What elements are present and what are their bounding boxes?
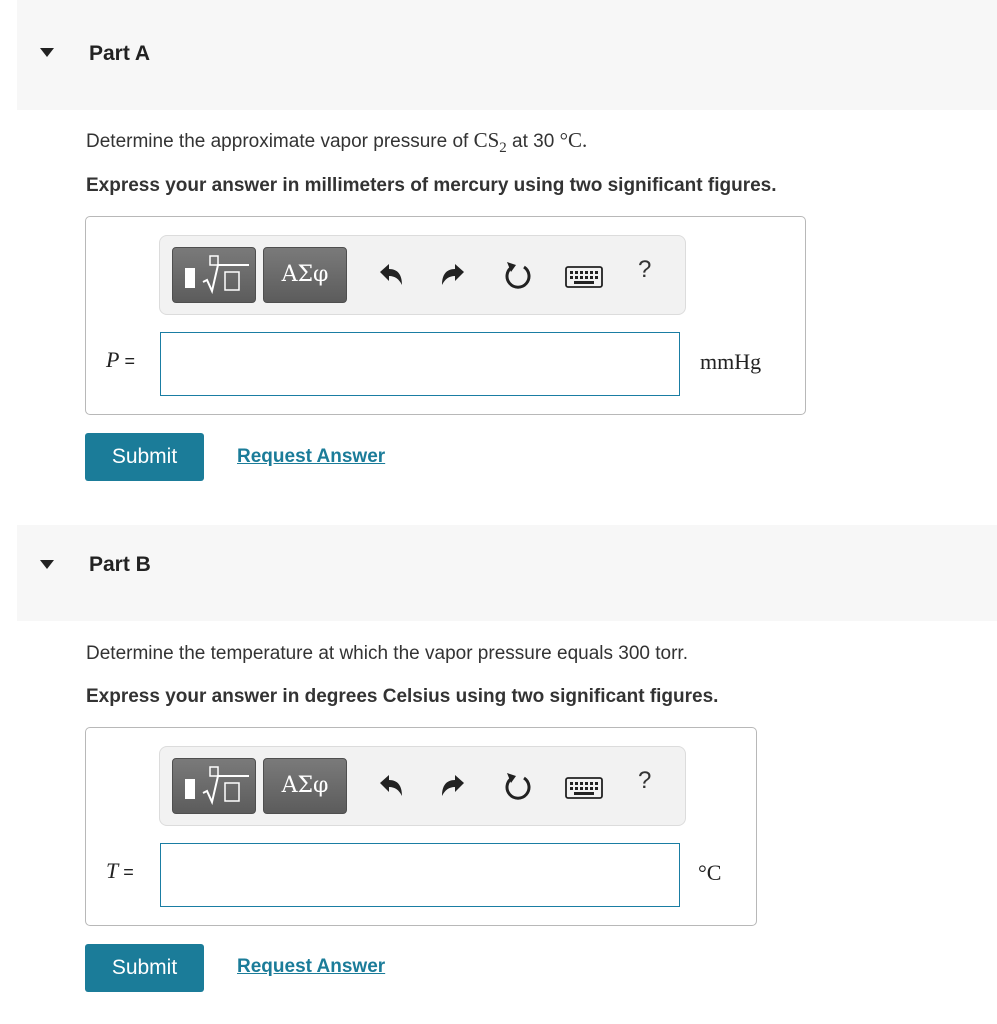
unit-label: °C <box>698 860 722 885</box>
collapse-caret-icon[interactable] <box>40 48 54 57</box>
request-answer-link[interactable]: Request Answer <box>237 446 386 467</box>
redo-icon[interactable] <box>436 258 472 294</box>
template-icon <box>185 779 195 799</box>
chemical-formula: $CS_2$ <box>473 128 507 157</box>
math-toolbar <box>159 746 686 826</box>
part-a-title: Part A <box>89 42 151 65</box>
greek-symbols-button[interactable]: ΑΣφ <box>263 247 347 303</box>
undo-icon[interactable] <box>372 258 408 294</box>
submit-button[interactable]: Submit <box>85 944 204 992</box>
template-button[interactable] <box>172 758 256 814</box>
answer-input[interactable] <box>160 843 680 907</box>
part-a-header[interactable] <box>17 0 997 110</box>
template-icon <box>185 268 195 288</box>
reset-icon[interactable] <box>500 258 536 294</box>
keyboard-icon[interactable] <box>564 769 604 805</box>
radical-icon <box>201 255 251 295</box>
variable-label: T = <box>106 858 134 883</box>
part-b-instruction: Express your answer in degrees Celsius using two significant figures. <box>86 686 719 707</box>
submit-button[interactable]: Submit <box>85 433 204 481</box>
radical-icon <box>201 766 251 806</box>
variable-label: P = <box>106 347 135 372</box>
part-a-question <box>86 128 587 157</box>
redo-icon[interactable] <box>436 769 472 805</box>
answer-input[interactable] <box>160 332 680 396</box>
help-icon[interactable]: ? <box>638 767 652 794</box>
greek-symbols-button[interactable]: ΑΣφ <box>263 758 347 814</box>
part-a-answer-box <box>85 216 806 415</box>
part-b-question: Determine the temperature at which the vapor pressure equals 300 torr. <box>86 643 688 664</box>
question-text-mid: at 30 <box>506 131 560 152</box>
math-toolbar <box>159 235 686 315</box>
reset-icon[interactable] <box>500 769 536 805</box>
part-b-header[interactable] <box>17 525 997 621</box>
request-answer-link[interactable]: Request Answer <box>237 956 386 977</box>
part-b-title: Part B <box>89 553 151 576</box>
part-b-answer-box <box>85 727 757 926</box>
undo-icon[interactable] <box>372 769 408 805</box>
keyboard-icon[interactable] <box>564 258 604 294</box>
template-button[interactable] <box>172 247 256 303</box>
unit-label: mmHg <box>700 349 762 374</box>
question-text: Determine the approximate vapor pressure of <box>86 131 474 152</box>
temperature-unit: °C. <box>559 128 588 152</box>
collapse-caret-icon[interactable] <box>40 560 54 569</box>
help-icon[interactable]: ? <box>638 256 652 283</box>
part-a-instruction: Express your answer in millimeters of mercury using two significant figures. <box>86 175 777 196</box>
